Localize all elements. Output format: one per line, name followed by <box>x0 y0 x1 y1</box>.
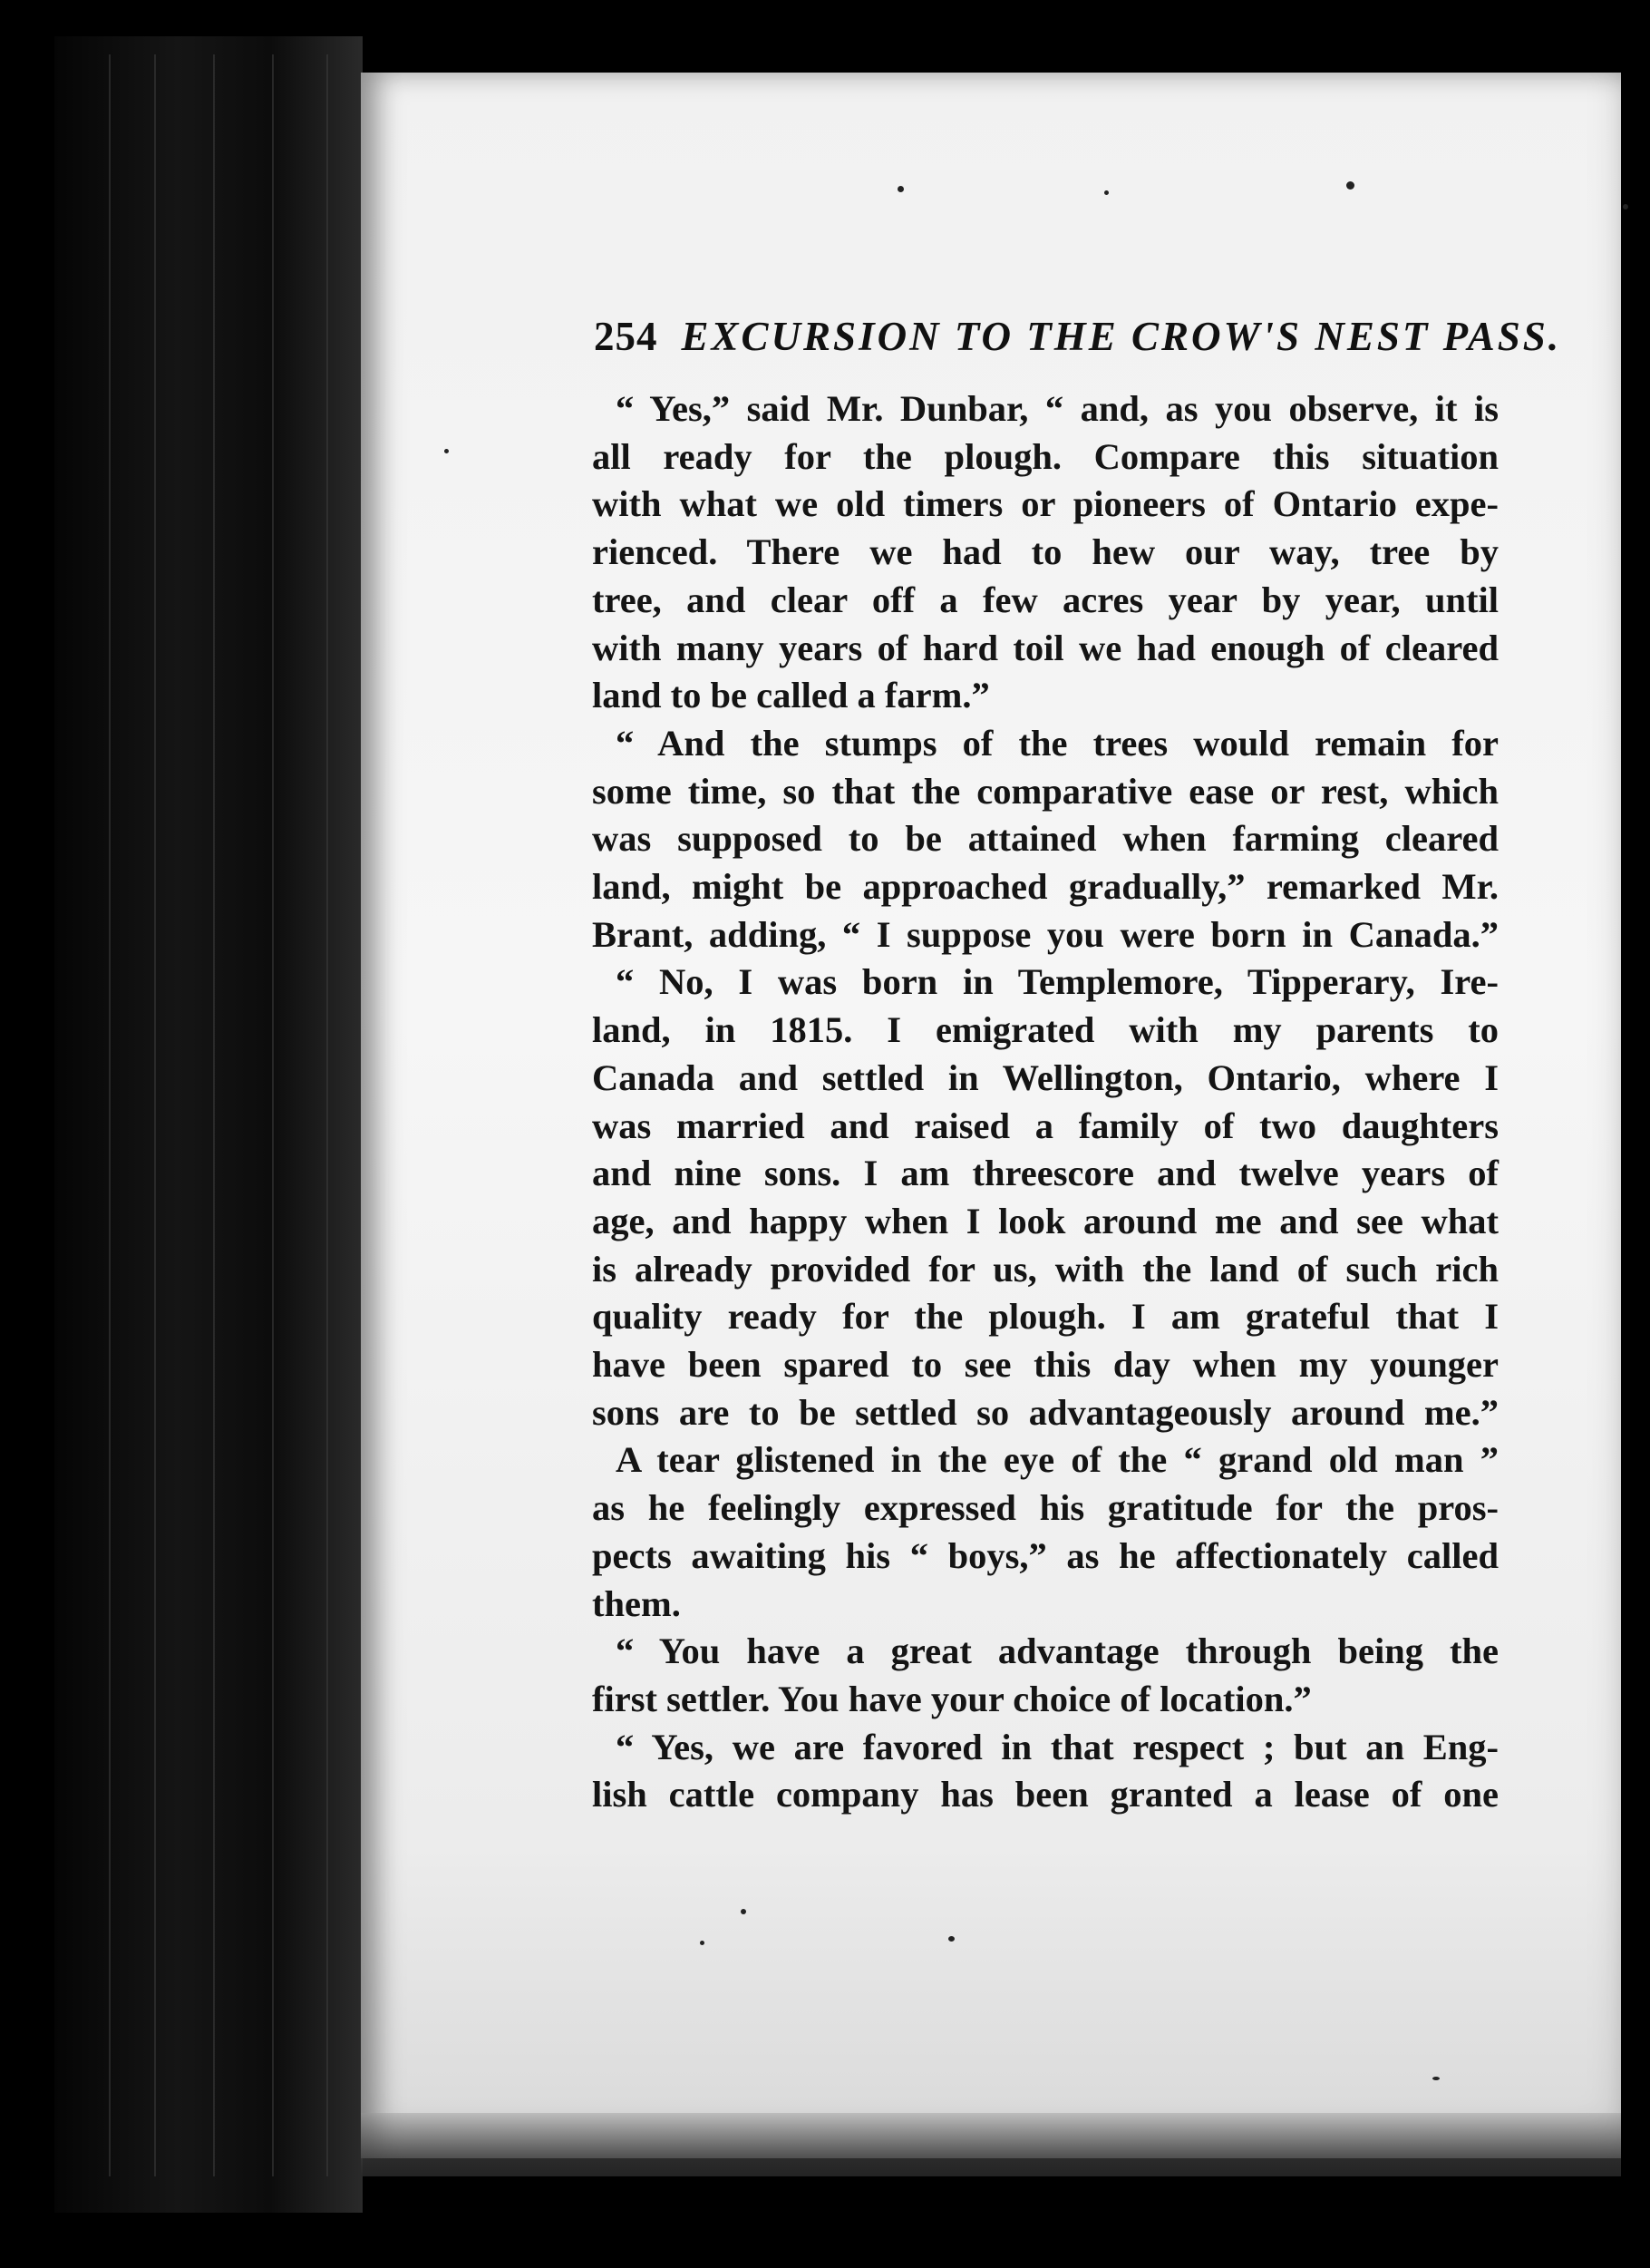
dust-speck <box>1346 181 1354 190</box>
text-line: pects awaiting his “ boys,” as he affectionately called <box>592 1534 1499 1576</box>
text-line: “ No, I was born in Templemore, Tipperary, Ire- <box>616 961 1499 1003</box>
page-number: 254 <box>594 314 658 359</box>
spine-stripe <box>154 54 156 2176</box>
text-line: land to be called a farm.” <box>592 675 990 716</box>
spine-stripe <box>272 54 274 2176</box>
paragraph <box>592 385 1499 720</box>
text-line: “ You have a great advantage through being the <box>616 1630 1499 1672</box>
running-head <box>594 313 1562 360</box>
text-line: “ Yes, we are favored in that respect ; but an Eng- <box>616 1726 1499 1767</box>
text-line: them. <box>592 1582 681 1624</box>
text-line: age, and happy when I look around me and see what <box>592 1200 1499 1241</box>
body-text <box>592 385 1499 1819</box>
paragraph <box>592 1628 1499 1723</box>
spine-stripe <box>213 54 215 2176</box>
dust-speck <box>1104 190 1109 195</box>
book-spine <box>54 36 363 2213</box>
page-bottom-edge <box>361 2113 1621 2176</box>
text-line: all ready for the plough. Compare this situation <box>592 435 1499 477</box>
dust-speck <box>741 1909 746 1914</box>
text-line: first settler. You have your choice of location.” <box>592 1678 1312 1719</box>
paragraph <box>592 1436 1499 1628</box>
text-line: “ Yes,” said Mr. Dunbar, “ and, as you observe, it is <box>616 388 1499 429</box>
text-line: tree, and clear off a few acres year by year, until <box>592 579 1499 620</box>
running-title: EXCURSION TO THE CROW'S NEST PASS. <box>681 314 1562 359</box>
text-line: A tear glistened in the eye of the “ grand old man ” <box>616 1439 1499 1481</box>
spine-stripe <box>109 54 111 2176</box>
text-line: and nine sons. I am threescore and twelve years of <box>592 1153 1499 1194</box>
text-line: quality ready for the plough. I am grateful that I <box>592 1296 1499 1338</box>
dust-speck <box>1623 204 1628 209</box>
paragraph <box>592 720 1499 959</box>
text-line: have been spared to see this day when my younger <box>592 1344 1499 1386</box>
text-line: is already provided for us, with the land of such rich <box>592 1248 1499 1290</box>
text-line: land, in 1815. I emigrated with my parents to <box>592 1009 1499 1051</box>
text-line: was married and raised a family of two daughters <box>592 1105 1499 1146</box>
text-line: sons are to be settled so advantageously around me.” <box>592 1391 1499 1433</box>
text-line: with many years of hard toil we had enough of cleared <box>592 627 1499 668</box>
text-line: some time, so that the comparative ease or rest, which <box>592 770 1499 812</box>
spine-stripe <box>326 54 328 2176</box>
text-line: with what we old timers or pioneers of Ontario expe- <box>592 483 1499 525</box>
dust-speck <box>700 1941 704 1945</box>
text-line: lish cattle company has been granted a lease of one <box>592 1774 1499 1815</box>
text-line: Canada and settled in Wellington, Ontario, where I <box>592 1056 1499 1098</box>
dust-speck <box>444 449 449 453</box>
text-line: Brant, adding, “ I suppose you were born in Canada.” <box>592 913 1499 955</box>
text-line: rienced. There we had to hew our way, tree by <box>592 531 1499 573</box>
text-line: as he feelingly expressed his gratitude for the pros- <box>592 1487 1499 1529</box>
paragraph <box>592 1724 1499 1819</box>
text-line: was supposed to be attained when farming cleared <box>592 818 1499 860</box>
text-line: “ And the stumps of the trees would remain for <box>616 722 1499 764</box>
dust-speck <box>1432 2077 1440 2080</box>
dust-speck <box>898 186 904 192</box>
text-line: land, might be approached gradually,” remarked Mr. <box>592 866 1499 908</box>
paragraph <box>592 959 1499 1436</box>
dust-speck <box>948 1936 955 1942</box>
